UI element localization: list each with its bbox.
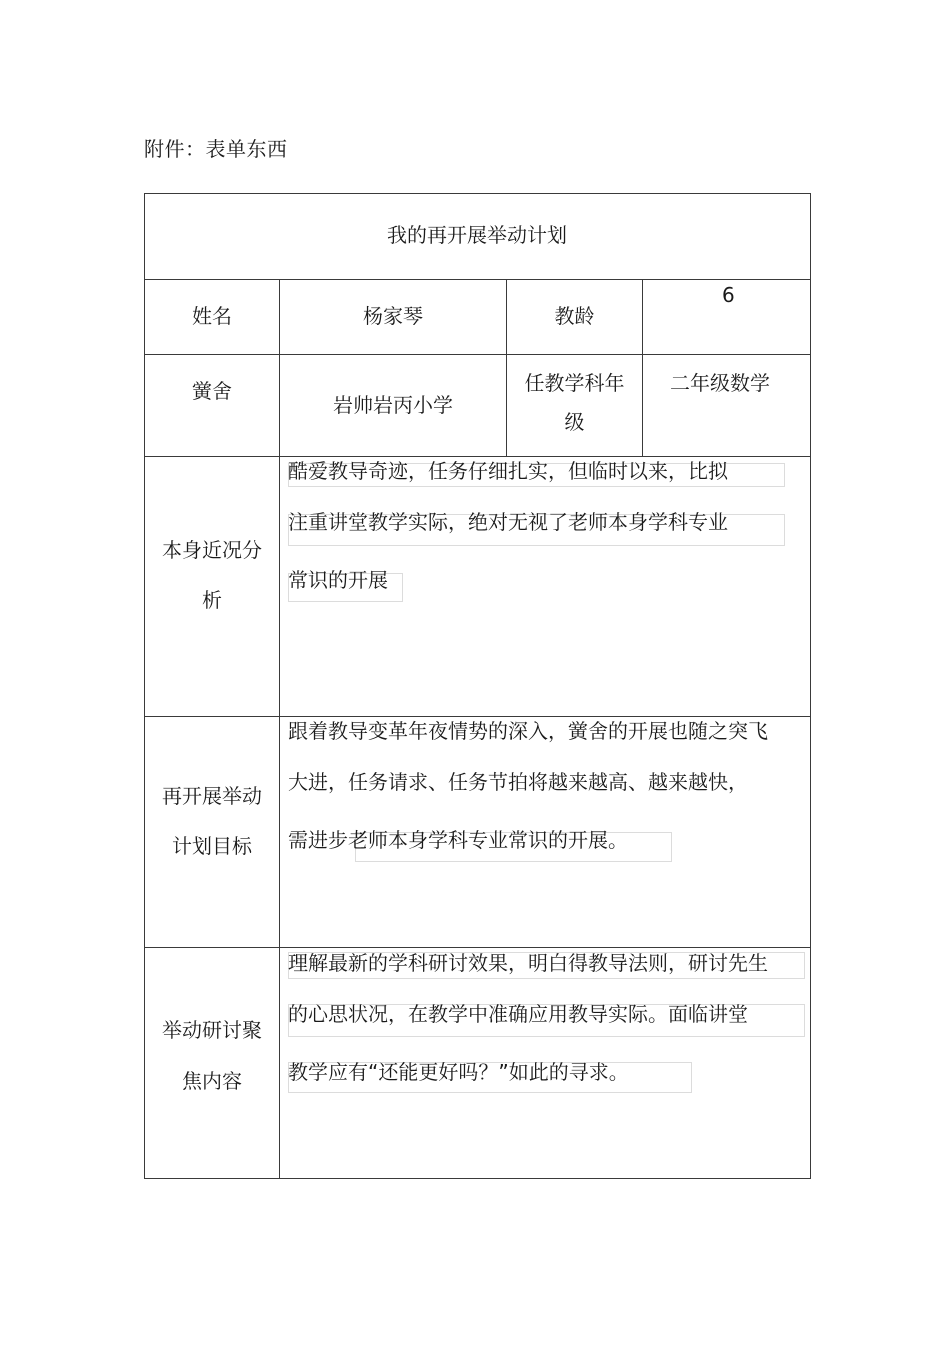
column-divider xyxy=(642,279,643,456)
focus-text: 教学应有“还能更好吗？”如此的寻求。 xyxy=(288,1060,629,1084)
name-value: 杨家琴 xyxy=(363,304,423,328)
focus-label: 焦内容 xyxy=(182,1069,242,1093)
action-plan-form xyxy=(144,193,811,1179)
subject-grade-label: 级 xyxy=(564,410,585,434)
focus-text: 理解最新的学科研讨效果，明白得教导法则，研讨先生 xyxy=(288,951,768,975)
goal-text: 跟着教导变革年夜情势的深入，黉舍的开展也随之突飞 xyxy=(288,719,768,743)
row-divider xyxy=(145,456,810,457)
subject-grade-value: 二年级数学 xyxy=(670,371,770,395)
self-analysis-text: 酷爱教导奇迹，任务仔细扎实，但临时以来，比拟 xyxy=(288,459,728,483)
self-analysis-label: 析 xyxy=(202,588,222,612)
subject-grade-label: 任教学科年 xyxy=(524,371,625,395)
goal-text: 大进，任务请求、任务节拍将越来越高、越来越快， xyxy=(288,770,748,794)
focus-label: 举动研讨聚 xyxy=(162,1018,262,1042)
focus-text: 的心思状况，在教学中准确应用教导实际。面临讲堂 xyxy=(288,1002,748,1026)
row-divider xyxy=(145,716,810,717)
attachment-label: 附件：表单东西 xyxy=(144,137,288,161)
self-analysis-text: 注重讲堂教学实际，绝对无视了老师本身学科专业 xyxy=(288,510,728,534)
teaching-years-label: 教龄 xyxy=(554,304,595,328)
school-value: 岩帅岩丙小学 xyxy=(333,393,453,417)
row-divider xyxy=(145,354,810,355)
row-divider xyxy=(145,947,810,948)
row-divider xyxy=(145,279,810,280)
goal-label: 再开展举动 xyxy=(162,784,262,808)
goal-text: 需进步老师本身学科专业常识的开展。 xyxy=(288,828,628,852)
self-analysis-text: 常识的开展 xyxy=(288,568,388,592)
goal-label: 计划目标 xyxy=(172,834,252,858)
self-analysis-label: 本身近况分 xyxy=(162,538,262,562)
teaching-years-value: 6 xyxy=(722,283,735,307)
form-title: 我的再开展举动计划 xyxy=(387,223,567,247)
school-label: 黉舍 xyxy=(192,379,232,403)
name-label: 姓名 xyxy=(192,304,232,328)
